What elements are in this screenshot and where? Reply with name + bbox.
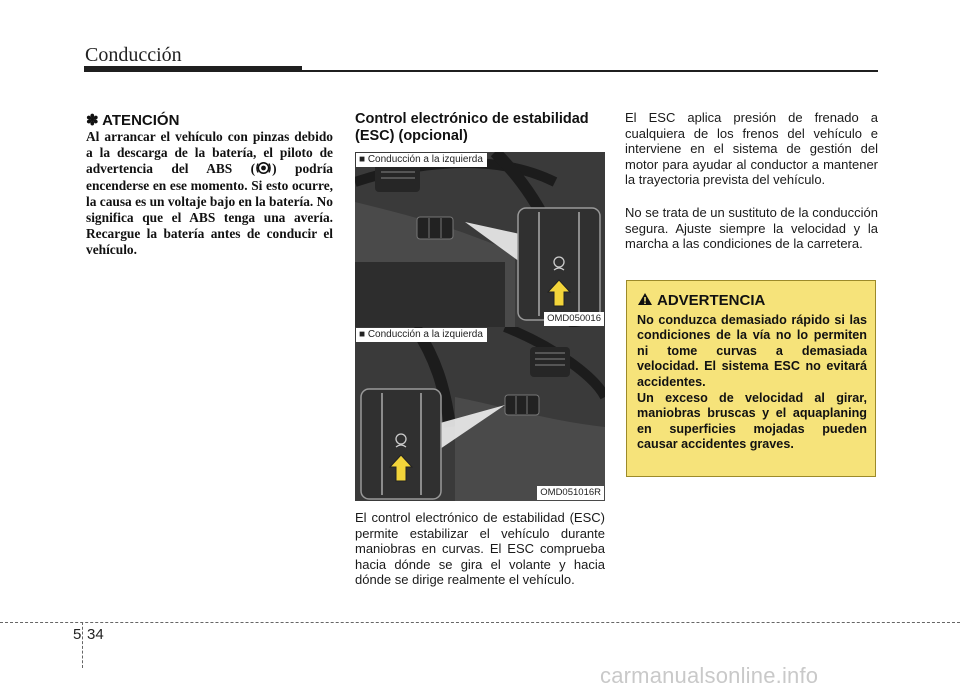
figure-1-code: OMD050016 — [544, 312, 604, 326]
esc-figure-2 — [355, 327, 605, 501]
footer-rule — [0, 622, 960, 623]
esc-paragraph-2: No se trata de un sustituto de la conducción segura. Ajuste siempre la velocidad y la marcha a las condiciones de la carretera. — [625, 205, 878, 252]
figure-2-caption: ■ Conducción a la izquierda — [356, 328, 487, 342]
warning-paragraph-1: No conduzca demasiado rápido si las condiciones de la vía no lo permiten ni tome curvas a demasiada velocidad. El sistema ESC no evitará accidentes. — [637, 313, 867, 389]
figure-2-code: OMD051016R — [537, 486, 604, 500]
watermark: carmanualsonline.info — [600, 663, 819, 688]
attention-text-2: ) podría encenderse en ese momento. Si esto ocurre, la causa es un voltaje bajo en la batería. No significa que el ABS tenga una avería. Recargue la batería antes de conducir el vehículo. — [86, 161, 333, 258]
dashboard-illustration-2 — [355, 327, 605, 501]
section-title: Conducción — [85, 44, 182, 66]
header-rule-thick — [84, 66, 302, 72]
figure-1-caption: ■ Conducción a la izquierda — [356, 153, 487, 167]
esc-paragraph-1: El ESC aplica presión de frenado a cualquiera de los frenos del vehículo e interviene en el sistema de gestión del motor para ayudar al conductor a mantener la trayectoria prevista del vehículo. — [625, 110, 878, 188]
attention-text-1: Al arrancar el vehículo con pinzas debido a la descarga de la batería, el piloto de advertencia del ABS ( — [86, 129, 333, 177]
esc-figure-1 — [355, 152, 605, 327]
dashboard-illustration-1 — [355, 152, 605, 327]
abs-warning-icon — [255, 161, 272, 175]
section-number: 5 — [73, 626, 82, 643]
warning-paragraph-2: Un exceso de velocidad al girar, maniobras bruscas y el aquaplaning en superficies mojadas pueden causar accidentes graves. — [637, 391, 867, 452]
esc-description: El control electrónico de estabilidad (ESC) permite estabilizar el vehículo durante maniobras en curvas. El ESC comprueba hacia dónde se gira el volante y hacia dónde se dirige realmente el vehículo. — [355, 510, 605, 588]
page-number: 34 — [87, 626, 104, 643]
esc-section-title: Control electrónico de estabilidad (ESC) (opcional) — [355, 111, 589, 144]
header-rule-thin — [302, 70, 878, 72]
warning-heading — [637, 292, 765, 309]
warning-heading-text: ADVERTENCIA — [657, 292, 766, 309]
warning-box — [626, 280, 876, 477]
attention-heading: ✽ ATENCIÓN — [86, 112, 180, 129]
footer-divider — [82, 622, 83, 668]
warning-triangle-icon — [637, 292, 653, 306]
attention-body — [86, 129, 333, 259]
